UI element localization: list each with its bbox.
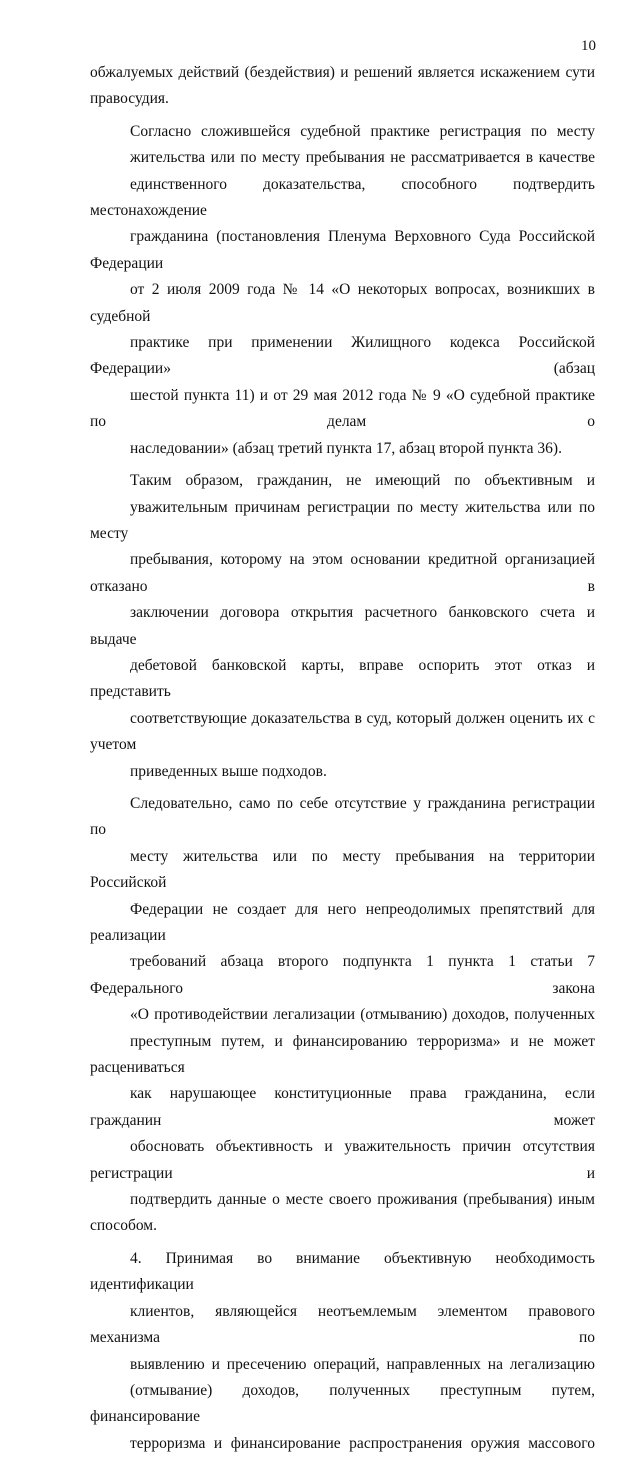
text-line: от 2 июля 2009 года № 14 «О некоторых вопросах, возникших в судебной <box>90 281 595 325</box>
text-line: заключении договора открытия расчетного банковского счета и выдаче <box>90 604 595 648</box>
paragraph <box>90 791 595 1240</box>
text-line: 4. Принимая во внимание объективную необходимость идентификации <box>90 1249 595 1294</box>
text-line: Согласно сложившейся судебной практике регистрация по месту <box>130 122 595 140</box>
paragraph <box>90 60 595 113</box>
text-line: обжалуемых действий (бездействия) и решений является искажением сути <box>90 64 595 81</box>
text-line: Следовательно, само по себе отсутствие у гражданина регистрации по <box>90 794 595 839</box>
text-line: уважительным причинам регистрации по месту жительства или по месту <box>90 498 595 542</box>
text-line: клиентов, являющейся неотъемлемым элементом правового механизма по <box>90 1302 595 1347</box>
text-line: месту жительства или по месту пребывания на территории Российской <box>90 847 595 892</box>
text-line: обосновать объективность и уважительность причин отсутствия регистрации и <box>90 1138 595 1182</box>
text-line: дебетовой банковской карты, вправе оспорить этот отказ и представить <box>90 656 595 701</box>
text-line: приведенных выше подходов. <box>130 762 327 780</box>
text-line: пребывания, которому на этом основании кредитной организацией отказано в <box>90 551 595 595</box>
text-line: терроризма и финансирование распространения оружия массового <box>130 1434 595 1452</box>
text-line: шестой пункта 11) и от 29 мая 2012 года № 9 «О судебной практике по делам о <box>90 386 595 431</box>
text-line: преступным путем, и финансированию терроризма» и не может расцениваться <box>90 1032 595 1077</box>
text-line: Таким образом, гражданин, не имеющий по объективным и <box>130 472 595 490</box>
document-body <box>90 60 595 1463</box>
text-line: (отмывание) доходов, полученных преступным путем, финансирование <box>90 1381 595 1426</box>
paragraph <box>90 1246 595 1457</box>
text-line: практике при применении Жилищного кодекса Российской Федерации» (абзац <box>90 334 595 378</box>
text-line: выявлению и пресечению операций, направленных на легализацию <box>130 1355 595 1373</box>
text-line: как нарушающее конституционные права гражданина, если гражданин может <box>90 1085 595 1129</box>
text-line: Федерации не создает для него непреодолимых препятствий для реализации <box>90 900 595 944</box>
text-line: «О противодействии легализации (отмыванию) доходов, полученных <box>130 1006 595 1024</box>
text-line: наследовании» (абзац третий пункта 17, абзац второй пункта 36). <box>130 439 562 457</box>
paragraph <box>90 468 595 785</box>
text-line: подтвердить данные о месте своего проживания (пребывания) иным способом. <box>90 1191 595 1235</box>
text-line: соответствующие доказательства в суд, который должен оценить их с учетом <box>90 709 595 754</box>
text-line: жительства или по месту пребывания не рассматривается в качестве <box>130 149 595 167</box>
text-line: единственного доказательства, способного подтвердить местонахождение <box>90 175 595 220</box>
page-number: 10 <box>581 38 596 54</box>
paragraph <box>90 119 595 462</box>
text-line: правосудия. <box>90 90 169 108</box>
text-line: гражданина (постановления Пленума Верховного Суда Российской Федерации <box>90 228 595 272</box>
text-line: требований абзаца второго подпункта 1 пункта 1 статьи 7 Федерального закона <box>90 953 595 997</box>
